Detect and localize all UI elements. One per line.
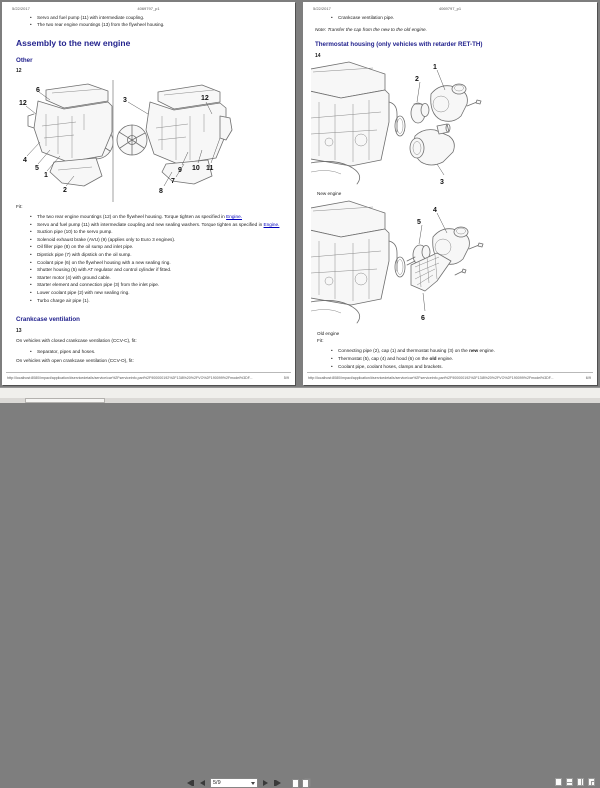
thermostat-old-engine-figure: [311, 199, 583, 327]
figure-callout: 5: [417, 219, 421, 226]
last-page-icon[interactable]: [273, 779, 282, 788]
section-heading-other: Other: [16, 57, 33, 64]
list-item: [30, 297, 288, 305]
list-item: [331, 363, 589, 371]
list-item: [30, 221, 288, 229]
item-text: Starter element and connection pipe (3) from the inlet pipe.: [37, 282, 160, 288]
item-text: The two rear engine mountings (12) on the flywheel housing. Torque tighten as specified in: [37, 214, 227, 219]
note-text: Note: Transfer the cap from the new to the old engine.: [315, 27, 427, 32]
thermostat-new-engine-figure: [311, 60, 583, 190]
next-page-icon[interactable]: [261, 779, 270, 788]
removal-bullet-list: [30, 14, 280, 28]
list-item: • Servo and fuel pump (11) with intermediate coupling.: [30, 14, 280, 21]
scrollbar-thumb[interactable]: [25, 398, 105, 403]
item-bold: new: [469, 348, 479, 353]
page-number-value: 5/9: [213, 780, 221, 786]
fit-label: Fit:: [317, 338, 324, 343]
two-page-view-icon[interactable]: [577, 778, 584, 786]
footer-divider: [307, 372, 593, 373]
list-item: [331, 347, 589, 355]
document-page-left: [2, 2, 295, 385]
item-text: engine.: [436, 356, 454, 361]
step-number: 12: [16, 68, 22, 74]
multi-page-view-icon[interactable]: [302, 779, 309, 788]
figure-callout: 3: [440, 179, 444, 186]
figure-callout: 1: [433, 64, 437, 71]
step-number: 13: [16, 328, 22, 334]
figure-callout: 7: [171, 178, 175, 185]
figure-callout: 8: [159, 188, 163, 195]
list-item: • Crankcase ventilation pipe.: [331, 14, 394, 21]
engine-link[interactable]: Engine.: [226, 214, 242, 219]
item-text: Shutter housing (5) with AT regulator and control cylinder if fitted.: [37, 267, 172, 273]
page-navigation: [186, 778, 309, 788]
footer-page-number: 5/9: [283, 376, 289, 380]
figure-callout: 1: [44, 172, 48, 179]
fit-label: Fit:: [16, 204, 23, 209]
figure-callout: 4: [23, 157, 27, 164]
figure-callout: 4: [433, 207, 437, 214]
engine-link[interactable]: Engine.: [263, 221, 280, 227]
previous-page-icon[interactable]: [198, 779, 207, 788]
header-doc-id: 4069797_p1: [438, 6, 462, 11]
list-item: [30, 289, 288, 297]
list-item: [331, 355, 589, 363]
list-item: [30, 281, 288, 289]
document-page-right: [303, 2, 597, 385]
fit-list: [331, 347, 589, 371]
horizontal-scrollbar[interactable]: [0, 398, 600, 403]
figure-callout: 6: [36, 87, 40, 94]
item-text: Suction pipe (10) to the servo pump.: [37, 229, 113, 235]
page-number-field[interactable]: [210, 778, 258, 788]
chevron-down-icon: [251, 782, 255, 785]
one-page-view-icon[interactable]: [292, 779, 299, 788]
bookmark-icon[interactable]: [566, 778, 573, 786]
footer-page-number: 6/9: [585, 376, 591, 380]
item-text: Oil filler pipe (8) on the oil sump and inlet pipe.: [37, 244, 134, 250]
item-text: Lower coolant pipe (2) with new sealing ring.: [37, 289, 130, 295]
item-text: Connecting pipe (2), cap (1) and thermostat housing (3) on the: [338, 348, 470, 353]
separator-list: [30, 348, 95, 355]
list-item: [30, 243, 288, 251]
item-text: engine.: [478, 348, 495, 353]
figure-callout: 11: [206, 165, 214, 172]
figure-callout: 12: [19, 100, 27, 107]
new-engine-label: New engine: [317, 191, 342, 196]
print-icon[interactable]: [588, 778, 595, 786]
figure-callout: 9: [178, 167, 182, 174]
item-text: Coolant pipe (6) on the flywheel housing with a new sealing ring.: [37, 259, 171, 265]
list-item: [30, 213, 288, 221]
footer-url: http://localhost:8080/impact/application/#servicedetails/service/car%2Fserviceinfo,part%2F900000192%2F13I8%20%2FVO%2F190099%2Fmodel%3DF...: [308, 376, 554, 380]
section-heading-thermostat: Thermostat housing (only vehicles with retarder RET-TH): [315, 41, 483, 48]
figure-callout: 2: [63, 187, 67, 194]
list-item: [30, 259, 288, 267]
step-number: 14: [315, 53, 321, 59]
list-item: • Separator, pipes and hoses.: [30, 348, 95, 355]
figure-callout: 12: [201, 95, 209, 102]
page-title: Assembly to the new engine: [16, 38, 131, 48]
old-engine-label: Old engine: [317, 331, 340, 336]
item-text: Starter motor (4) with ground cable.: [37, 274, 111, 280]
section-heading-crankcase: Crankcase ventilation: [16, 316, 80, 323]
item-text: Turbo charge air pipe (1).: [37, 297, 90, 303]
footer-url: http://localhost:8080/impact/application/#servicedetails/service/car%2Fserviceinfo,part%2F900000192%2F13I8%20%2FVO%2F190099%2Fmodel%3DF...: [7, 376, 253, 380]
figure-callout: 10: [192, 165, 200, 172]
footer-divider: [6, 372, 291, 373]
engine-assembly-figure: [16, 80, 282, 202]
list-item: [30, 236, 288, 244]
header-date: 5/22/2017: [313, 6, 331, 11]
item-text: Dipstick pipe (7) with dipstick on the oil sump.: [37, 251, 132, 257]
list-item: [30, 274, 288, 282]
figure-callout: 2: [415, 76, 419, 83]
item-text: Coolant pipe, coolant hoses, clamps and brackets.: [338, 364, 443, 369]
fit-page-icon[interactable]: [555, 778, 562, 786]
list-item: • The two rear engine mountings (13) from the flywheel housing.: [30, 21, 280, 28]
item-text: Solenoid exhaust brake (AVU) (9) (applies only to Euro 3 engines).: [37, 236, 176, 242]
header-doc-id: 4069797_p1: [137, 6, 160, 11]
closed-ventilation-text: On vehicles with closed crankcase ventilation (CCV-C), fit:: [16, 338, 137, 343]
item-text: Thermostat (5), cap (4) and hood (6) on the: [338, 356, 430, 361]
first-page-icon[interactable]: [186, 779, 195, 788]
list-item: [30, 228, 288, 236]
header-date: 5/22/2017: [12, 6, 30, 11]
list-item: [30, 251, 288, 259]
view-options: [555, 778, 595, 786]
figure-callout: 6: [421, 315, 425, 322]
fit-list: [30, 213, 288, 304]
item-text: Servo and fuel pump (11) with intermediate coupling and new sealing washers. Torque tighten as specified in: [37, 221, 264, 227]
figure-callout: 5: [35, 165, 39, 172]
list-item: [30, 266, 288, 274]
open-ventilation-text: On vehicles with open crankcase ventilation (CCV-O), fit:: [16, 358, 134, 363]
item-bold: old: [429, 356, 437, 361]
pipe-bullet-list: [331, 14, 394, 21]
figure-callout: 3: [123, 97, 127, 104]
